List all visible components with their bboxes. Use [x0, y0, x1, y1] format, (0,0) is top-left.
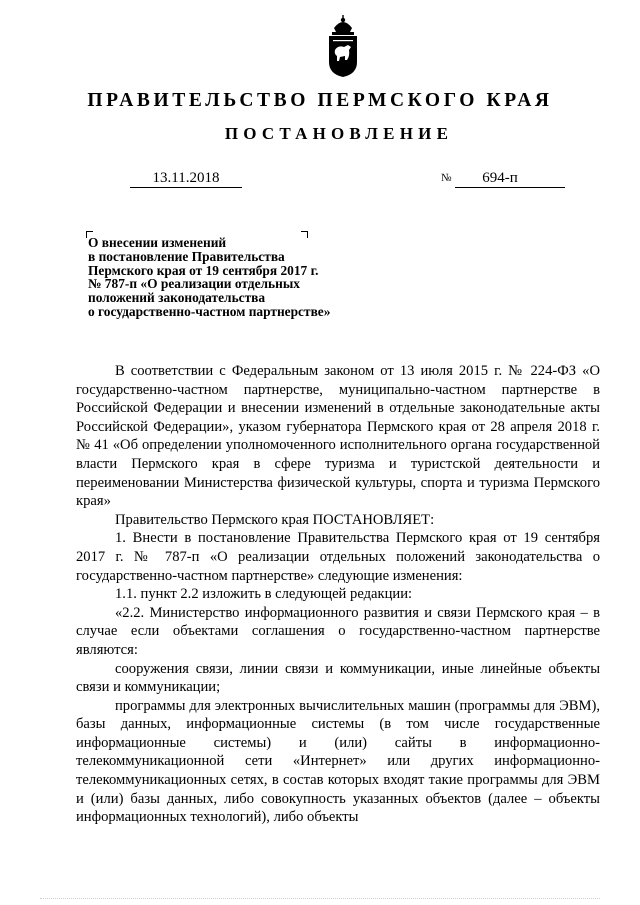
subject-line: О внесении изменений [88, 235, 227, 250]
document-number: 694-п [455, 170, 565, 188]
subject-line: положений законодательства [88, 290, 266, 306]
software-paragraph: программы для электронных вычислительных машин (программы для ЭВМ), базы данных, информационные системы (в том числе государственные информационные системы) и (или) сайты в информационно-телекоммуникационной сети «Интернет» или других информационно-телекоммуникационных сетях, в состав которых входят такие программы для ЭВМ и (или) базы данных, либо совокупность указанных объектов (далее – объекты информационных технологий), либо объекты [76, 697, 600, 826]
government-title: ПРАВИТЕЛЬСТВО ПЕРМСКОГО КРАЯ [87, 90, 553, 111]
subject-line: в постановление Правительства [88, 248, 285, 264]
number-sign: № [441, 172, 452, 184]
preamble-paragraph: В соответствии с Федеральным законом от 13 июля 2015 г. № 224-ФЗ «О государственно-частном партнерстве, муниципально-частном партнерстве в Российской Федерации и внесении изменений в отдельные законодательные акты Российской Федерации», указом губернатора Пермского края от 28 апреля 2018 г. № 41 «Об определении уполномоченного исполнительного органа государственной власти Пермского края в сфере туризма и туристской деятельности и переименовании Министерства физической культуры, спорта и туризма Пермского края» [76, 363, 600, 510]
subject-line: Пермского края от 19 сентября 2017 г. [88, 262, 319, 278]
document-body [76, 362, 600, 827]
item-1-1-paragraph: 1.1. пункт 2.2 изложить в следующей редакции: [115, 586, 413, 603]
subject-line: о государственно-частном партнерстве» [88, 303, 331, 319]
perm-krai-coat-of-arms-icon [326, 14, 360, 78]
resolution-paragraph: Правительство Пермского края ПОСТАНОВЛЯЕТ: [115, 511, 435, 528]
item-2-2-paragraph: «2.2. Министерство информационного развития и связи Пермского края – в случае если объектами соглашения о государственно-частном партнерстве являются: [76, 604, 600, 658]
item-1-paragraph: 1. Внести в постановление Правительства Пермского края от 19 сентября 2017 г. № 787-п «О реализации отдельных положений законодательства о государственно-частном партнерстве» следующие изменения: [76, 530, 600, 584]
subject-line: № 787-п «О реализации отдельных [88, 276, 300, 292]
document-subject [88, 236, 330, 319]
scan-edge-line [40, 898, 600, 899]
document-date: 13.11.2018 [130, 170, 242, 188]
document-type-title: ПОСТАНОВЛЕНИЕ [224, 124, 454, 143]
communications-paragraph: сооружения связи, линии связи и коммуникации, иные линейные объекты связи и коммуникации; [76, 660, 600, 696]
